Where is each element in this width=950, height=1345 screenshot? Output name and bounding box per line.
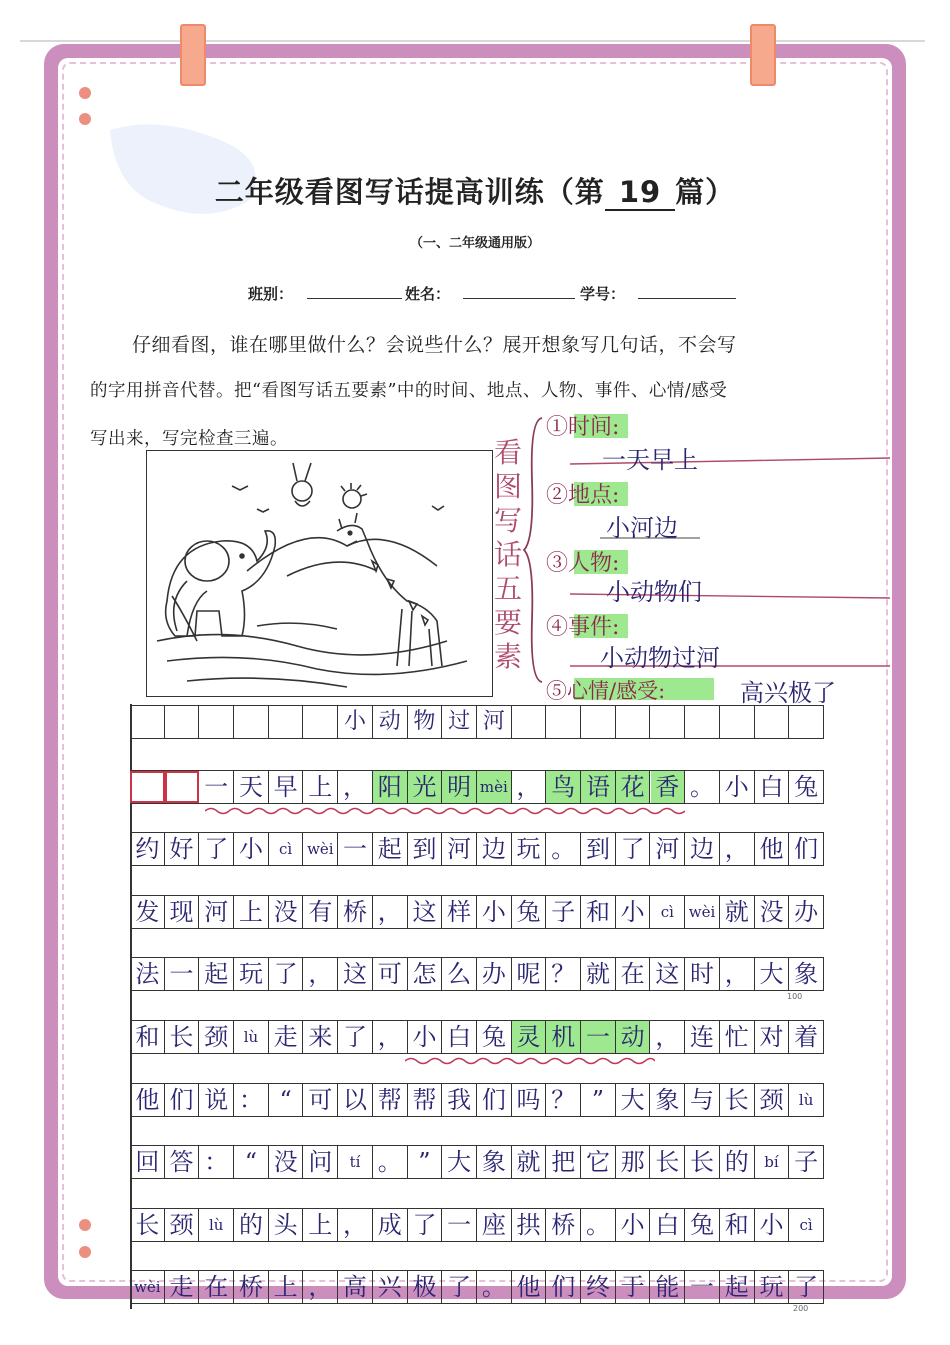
grid-cell: 么 xyxy=(442,958,477,990)
grid-cell: 兔 xyxy=(477,1021,512,1053)
grid-cell: 边 xyxy=(685,833,720,865)
element-num: ② xyxy=(546,483,569,508)
grid-cell: 发 xyxy=(130,896,165,928)
grid-cell: 兴 xyxy=(373,1271,408,1303)
grid-cell: 机 xyxy=(546,1021,581,1053)
grid-cell: lù xyxy=(789,1084,824,1116)
grid-cell: 长 xyxy=(165,1021,200,1053)
dot-icon xyxy=(79,87,91,99)
grid-cell xyxy=(130,706,165,738)
grid-cell: 极 xyxy=(408,1271,443,1303)
grid-cell: 白 xyxy=(651,1209,686,1241)
grid-cell: 以 xyxy=(338,1084,373,1116)
instruction-line-2: 的字用拼音代替。把“看图写话五要素”中的时间、地点、人物、事件、心情/感受 xyxy=(90,381,728,401)
element-label: 心情/感受: xyxy=(567,679,666,703)
grid-cell: 兔 xyxy=(685,1209,720,1241)
grid-cell: 起 xyxy=(720,1271,755,1303)
grid-cell: 他 xyxy=(755,833,790,865)
wavy-underline xyxy=(405,1056,655,1066)
grid-cell: 就 xyxy=(512,1146,547,1178)
grid-cell: 的 xyxy=(720,1146,755,1178)
grid-cell: lù xyxy=(199,1209,234,1241)
grid-cell: 动 xyxy=(616,1021,651,1053)
grid-cell: 过 xyxy=(442,706,477,738)
grid-cell xyxy=(720,706,755,738)
grid-cell: wèi xyxy=(685,896,720,928)
grid-cell: 了 xyxy=(442,1271,477,1303)
grid-cell: 长 xyxy=(685,1146,720,1178)
grid-cell: 我 xyxy=(442,1084,477,1116)
element-place xyxy=(546,478,619,509)
grid-cell: 一 xyxy=(442,1209,477,1241)
grid-cell: 物 xyxy=(408,706,443,738)
grid-cell: ， xyxy=(304,958,339,990)
grid-cell: 呢 xyxy=(512,958,547,990)
grid-cell: cì xyxy=(269,833,304,865)
grid-cell: 一 xyxy=(581,1021,616,1053)
grid-cell: 。 xyxy=(546,833,581,865)
grid-cell: cì xyxy=(651,896,686,928)
grid-cell: 大 xyxy=(616,1084,651,1116)
grid-cell: 他 xyxy=(512,1271,547,1303)
grid-cell: 办 xyxy=(477,958,512,990)
grid-cell xyxy=(234,706,269,738)
grid-cell: 和 xyxy=(720,1209,755,1241)
grid-cell xyxy=(304,706,339,738)
grid-cell: 拱 xyxy=(512,1209,547,1241)
grid-cell: wèi xyxy=(304,833,339,865)
grid-cell: 与 xyxy=(685,1084,720,1116)
grid-cell: ， xyxy=(338,1209,373,1241)
grid-cell xyxy=(685,706,720,738)
grid-cell: “ xyxy=(234,1146,269,1178)
grid-cell: 颈 xyxy=(755,1084,790,1116)
grid-row xyxy=(130,1270,824,1304)
element-event-answer: 小动物过河 xyxy=(600,644,720,672)
grid-cell xyxy=(651,706,686,738)
grid-cell: 上 xyxy=(304,1209,339,1241)
grid-cell: “ xyxy=(269,1084,304,1116)
grid-cell xyxy=(512,706,547,738)
grid-cell: 到 xyxy=(408,833,443,865)
grid-cell: 语 xyxy=(581,771,616,803)
grid-cell: 了 xyxy=(616,833,651,865)
element-label: 地点: xyxy=(568,483,620,508)
grid-cell: 对 xyxy=(755,1021,790,1053)
grid-cell: ， xyxy=(651,1021,686,1053)
grid-cell: 没 xyxy=(755,896,790,928)
class-field[interactable] xyxy=(307,298,402,299)
grid-cell: 他 xyxy=(130,1084,165,1116)
grid-cell: 一 xyxy=(199,771,234,803)
grid-cell: 问 xyxy=(304,1146,339,1178)
grid-cell: 把 xyxy=(546,1146,581,1178)
top-border-line xyxy=(20,40,925,42)
grid-cell: 一 xyxy=(338,833,373,865)
grid-cell: 小 xyxy=(616,896,651,928)
grid-cell: 桥 xyxy=(546,1209,581,1241)
grid-row xyxy=(130,770,824,804)
grid-cell: 帮 xyxy=(408,1084,443,1116)
grid-cell: 桥 xyxy=(338,896,373,928)
grid-cell: 们 xyxy=(546,1271,581,1303)
grid-cell: 小 xyxy=(477,896,512,928)
grid-cell: 兔 xyxy=(789,771,824,803)
grid-cell: 这 xyxy=(651,958,686,990)
grid-cell: bí xyxy=(755,1146,790,1178)
element-label: 事件: xyxy=(568,615,620,640)
grid-cell: 玩 xyxy=(234,958,269,990)
grid-cell: 那 xyxy=(616,1146,651,1178)
grid-cell: 们 xyxy=(477,1084,512,1116)
binder-clip-right-icon xyxy=(750,24,776,86)
grid-cell: 没 xyxy=(269,896,304,928)
grid-row xyxy=(130,1145,824,1179)
grid-cell: 连 xyxy=(685,1021,720,1053)
grid-cell: 河 xyxy=(442,833,477,865)
grid-cell: 。 xyxy=(477,1271,512,1303)
grid-cell: 动 xyxy=(373,706,408,738)
element-event xyxy=(546,610,619,641)
grid-row xyxy=(130,895,824,929)
grid-cell: 有 xyxy=(304,896,339,928)
grid-cell: 明 xyxy=(442,771,477,803)
element-feeling-answer: 高兴极了 xyxy=(740,679,836,707)
dot-icon xyxy=(79,1219,91,1231)
char-count-200: 200 xyxy=(793,1304,809,1313)
element-feeling xyxy=(546,675,665,705)
grid-cell: 香 xyxy=(651,771,686,803)
grid-cell: 怎 xyxy=(408,958,443,990)
grid-cell xyxy=(546,706,581,738)
element-people-answer: 小动物们 xyxy=(606,578,702,606)
grid-cell: 长 xyxy=(130,1209,165,1241)
grid-cell: 玩 xyxy=(755,1271,790,1303)
grid-cell: 了 xyxy=(789,1271,824,1303)
grid-cell: 约 xyxy=(130,833,165,865)
grid-cell: 上 xyxy=(304,771,339,803)
grid-cell: 好 xyxy=(165,833,200,865)
grid-cell: 在 xyxy=(199,1271,234,1303)
grid-cell: 说 xyxy=(199,1084,234,1116)
title-suffix: 篇） xyxy=(675,175,736,209)
grid-cell: 一 xyxy=(165,958,200,990)
element-place-answer: 小河边 xyxy=(606,514,678,542)
grid-cell: 上 xyxy=(269,1271,304,1303)
grid-cell: 大 xyxy=(442,1146,477,1178)
grid-cell: 可 xyxy=(373,958,408,990)
grid-cell: 光 xyxy=(408,771,443,803)
grid-cell: 子 xyxy=(546,896,581,928)
grid-cell: lù xyxy=(234,1021,269,1053)
grid-cell: 能 xyxy=(651,1271,686,1303)
grid-cell: 白 xyxy=(442,1021,477,1053)
element-num: ④ xyxy=(546,615,569,640)
grid-cell: 的 xyxy=(234,1209,269,1241)
grid-cell: 样 xyxy=(442,896,477,928)
grid-cell: 小 xyxy=(755,1209,790,1241)
grid-cell: 小 xyxy=(408,1021,443,1053)
grid-cell: 办 xyxy=(789,896,824,928)
page-title xyxy=(0,170,950,211)
grid-cell: 长 xyxy=(651,1146,686,1178)
grid-cell: 了 xyxy=(408,1209,443,1241)
grid-cell: 兔 xyxy=(512,896,547,928)
grid-cell xyxy=(616,706,651,738)
grid-cell xyxy=(581,706,616,738)
grid-cell: 花 xyxy=(616,771,651,803)
element-num: ⑤ xyxy=(546,679,567,703)
grid-cell: 天 xyxy=(234,771,269,803)
dot-icon xyxy=(79,1246,91,1258)
grid-cell: ， xyxy=(338,771,373,803)
grid-cell: 灵 xyxy=(512,1021,547,1053)
grid-cell: 走 xyxy=(269,1021,304,1053)
grid-cell: 可 xyxy=(304,1084,339,1116)
grid-cell: 高 xyxy=(338,1271,373,1303)
grid-cell xyxy=(199,706,234,738)
grid-cell xyxy=(755,706,790,738)
grid-cell: 就 xyxy=(581,958,616,990)
grid-cell: 河 xyxy=(199,896,234,928)
id-label: 学号： xyxy=(580,285,626,303)
grid-cell: 现 xyxy=(165,896,200,928)
grid-cell: 吗 xyxy=(512,1084,547,1116)
grid-cell: 法 xyxy=(130,958,165,990)
grid-cell: 大 xyxy=(755,958,790,990)
grid-row xyxy=(130,957,824,991)
grid-cell: 时 xyxy=(685,958,720,990)
grid-cell: ， xyxy=(373,1021,408,1053)
grid-cell: 颈 xyxy=(199,1021,234,1053)
grid-cell: 阳 xyxy=(373,771,408,803)
grid-cell: 象 xyxy=(651,1084,686,1116)
illustration-elephant-giraffe xyxy=(146,450,493,697)
grid-cell: 来 xyxy=(304,1021,339,1053)
instruction-line-1: 仔细看图，谁在哪里做什么？会说些什么？展开想象写几句话，不会写 xyxy=(132,334,737,356)
grid-cell: 头 xyxy=(269,1209,304,1241)
grid-cell: 回 xyxy=(130,1146,165,1178)
grid-cell: 上 xyxy=(234,896,269,928)
grid-cell: 。 xyxy=(373,1146,408,1178)
grid-cell: 于 xyxy=(616,1271,651,1303)
id-field[interactable] xyxy=(638,298,736,299)
grid-cell: ” xyxy=(408,1146,443,1178)
title-prefix: 二年级看图写话提高训练（第 xyxy=(214,175,605,209)
grid-cell: 没 xyxy=(269,1146,304,1178)
grid-cell: 白 xyxy=(755,771,790,803)
grid-cell: 答 xyxy=(165,1146,200,1178)
grid-cell: 边 xyxy=(477,833,512,865)
grid-cell: ， xyxy=(512,771,547,803)
grid-cell xyxy=(269,706,304,738)
char-count-100: 100 xyxy=(787,992,803,1001)
grid-cell: 小 xyxy=(616,1209,651,1241)
grid-row xyxy=(130,1083,824,1117)
grid-row xyxy=(130,1208,824,1242)
grid-cell: 座 xyxy=(477,1209,512,1241)
grid-cell: 河 xyxy=(651,833,686,865)
grid-cell: 。 xyxy=(685,771,720,803)
element-label: 时间: xyxy=(568,415,620,440)
grid-cell: wèi xyxy=(130,1271,165,1303)
five-elements-annotation xyxy=(490,400,890,707)
grid-row xyxy=(130,705,824,739)
grid-cell: 起 xyxy=(373,833,408,865)
grid-cell: 桥 xyxy=(234,1271,269,1303)
grid-cell: 着 xyxy=(789,1021,824,1053)
name-label: 姓名： xyxy=(405,285,451,303)
grid-cell: 和 xyxy=(581,896,616,928)
dot-icon xyxy=(79,113,91,125)
grid-cell: ， xyxy=(720,833,755,865)
grid-cell: 象 xyxy=(789,958,824,990)
grid-cell: 们 xyxy=(165,1084,200,1116)
instruction-line-3: 写出来，写完检查三遍。 xyxy=(90,429,288,449)
grid-cell: 它 xyxy=(581,1146,616,1178)
grid-cell: 们 xyxy=(789,833,824,865)
grid-cell: 河 xyxy=(477,706,512,738)
grid-cell: 小 xyxy=(338,706,373,738)
grid-cell xyxy=(130,771,165,803)
grid-cell: 起 xyxy=(199,958,234,990)
title-number: 19 xyxy=(605,175,675,211)
wavy-underline xyxy=(205,806,685,816)
element-num: ③ xyxy=(546,551,569,576)
grid-cell: 忙 xyxy=(720,1021,755,1053)
binder-clip-left-icon xyxy=(180,24,206,86)
elements-title: 看图写话五要素 xyxy=(494,436,523,673)
grid-cell: 玩 xyxy=(512,833,547,865)
grid-cell: 了 xyxy=(199,833,234,865)
grid-cell: 长 xyxy=(720,1084,755,1116)
grid-cell: ： xyxy=(234,1084,269,1116)
grid-cell: 这 xyxy=(408,896,443,928)
grid-cell: 在 xyxy=(616,958,651,990)
grid-cell: 就 xyxy=(720,896,755,928)
element-label: 人物: xyxy=(568,551,620,576)
grid-cell: ” xyxy=(581,1084,616,1116)
grid-cell: ？ xyxy=(546,958,581,990)
grid-cell: 一 xyxy=(685,1271,720,1303)
grid-cell: ？ xyxy=(546,1084,581,1116)
grid-cell: 象 xyxy=(477,1146,512,1178)
grid-cell: ， xyxy=(373,896,408,928)
grid-cell: ： xyxy=(199,1146,234,1178)
grid-cell xyxy=(789,706,824,738)
grid-cell: 早 xyxy=(269,771,304,803)
grid-cell: 小 xyxy=(720,771,755,803)
grid-cell: ， xyxy=(720,958,755,990)
element-num: ① xyxy=(546,415,569,440)
grid-cell: ， xyxy=(304,1271,339,1303)
grid-cell: 了 xyxy=(338,1021,373,1053)
grid-row xyxy=(130,1020,824,1054)
grid-cell: 颈 xyxy=(165,1209,200,1241)
grid-cell xyxy=(165,706,200,738)
element-time-answer: 一天早上 xyxy=(602,446,698,474)
grid-cell: 终 xyxy=(581,1271,616,1303)
name-field[interactable] xyxy=(463,298,575,299)
grid-cell: 到 xyxy=(581,833,616,865)
grid-cell: 。 xyxy=(581,1209,616,1241)
grid-cell: mèi xyxy=(477,771,512,803)
grid-cell xyxy=(165,771,200,803)
grid-cell: cì xyxy=(789,1209,824,1241)
grid-cell: tí xyxy=(338,1146,373,1178)
grid-cell: 了 xyxy=(269,958,304,990)
element-time xyxy=(546,410,619,441)
grid-cell: 鸟 xyxy=(546,771,581,803)
class-label: 班别： xyxy=(248,285,294,303)
subtitle: （一、二年级通用版） xyxy=(409,236,540,251)
grid-cell: 小 xyxy=(234,833,269,865)
grid-cell: 和 xyxy=(130,1021,165,1053)
grid-cell: 这 xyxy=(338,958,373,990)
grid-cell: 成 xyxy=(373,1209,408,1241)
grid-cell: 走 xyxy=(165,1271,200,1303)
grid-cell: 帮 xyxy=(373,1084,408,1116)
grid-row xyxy=(130,832,824,866)
grid-cell: 子 xyxy=(789,1146,824,1178)
